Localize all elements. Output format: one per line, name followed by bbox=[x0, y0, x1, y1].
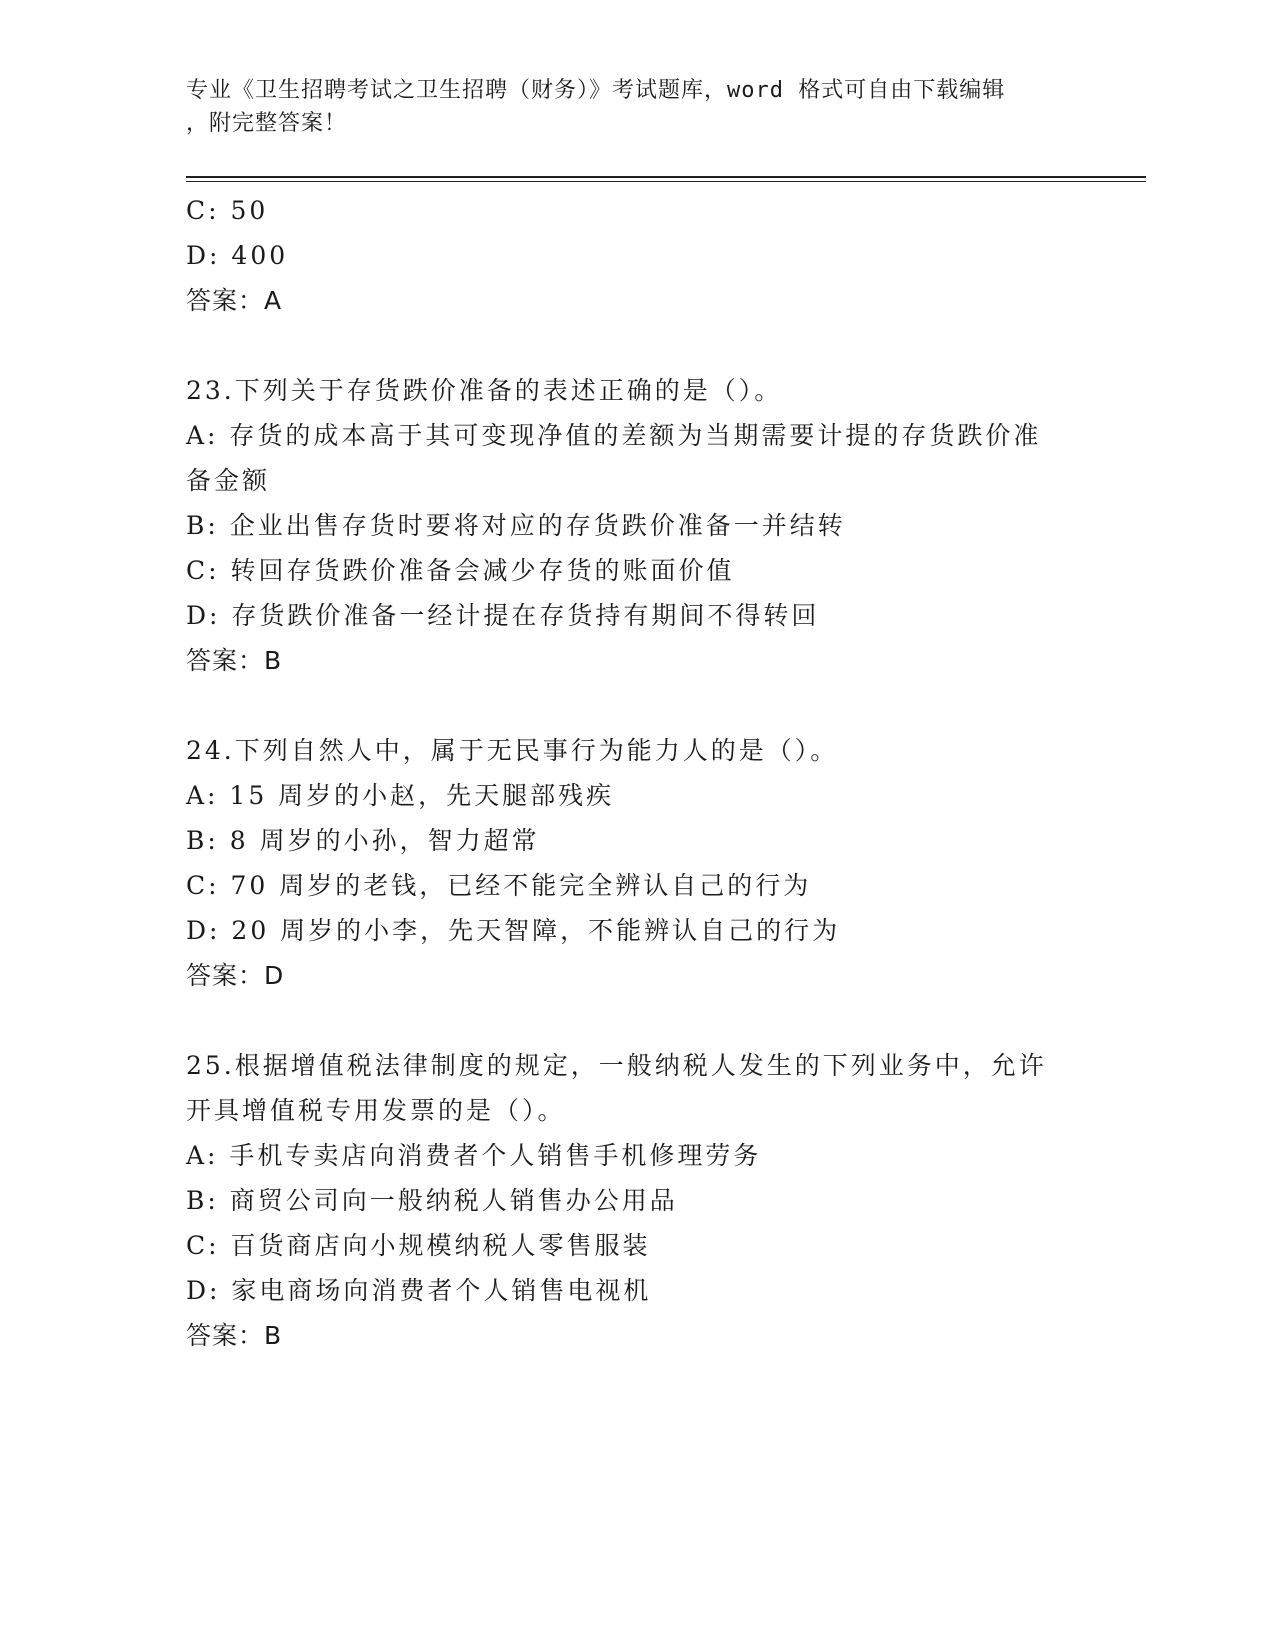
option-b: B: 8 周岁的小孙，智力超常 bbox=[186, 826, 540, 855]
option-c: C: 70 周岁的老钱，已经不能完全辨认自己的行为 bbox=[186, 871, 812, 900]
question-24 bbox=[186, 728, 1086, 998]
option-c: C: 百货商店向小规模纳税人零售服装 bbox=[186, 1231, 651, 1260]
option-c: C: 转回存货跌价准备会减少存货的账面价值 bbox=[186, 556, 735, 585]
answer: 答案：D bbox=[186, 961, 285, 990]
header-rule-thin bbox=[186, 181, 1146, 182]
option-d: D: 400 bbox=[186, 241, 289, 270]
header-line-2: ，附完整答案！ bbox=[186, 111, 348, 136]
option-c: C: 50 bbox=[186, 196, 269, 225]
option-d: D: 20 周岁的小李，先天智障，不能辨认自己的行为 bbox=[186, 916, 841, 945]
option-a: A: 15 周岁的小赵，先天腿部残疾 bbox=[186, 781, 615, 810]
prev-question-tail bbox=[186, 188, 1086, 323]
question-stem: 23.下列关于存货跌价准备的表述正确的是（）。 bbox=[186, 376, 783, 405]
question-25 bbox=[186, 1043, 1086, 1358]
option-d: D: 家电商场向消费者个人销售电视机 bbox=[186, 1276, 652, 1305]
question-list bbox=[186, 188, 1086, 1358]
answer: 答案：B bbox=[186, 1321, 283, 1350]
option-b: B: 商贸公司向一般纳税人销售办公用品 bbox=[186, 1186, 678, 1215]
question-stem: 24.下列自然人中，属于无民事行为能力人的是（）。 bbox=[186, 736, 839, 765]
answer: 答案：B bbox=[186, 646, 283, 675]
answer: 答案：A bbox=[186, 286, 283, 315]
document-header bbox=[186, 74, 1086, 140]
question-stem: 25.根据增值税法律制度的规定，一般纳税人发生的下列业务中，允许开具增值税专用发票的是（）。 bbox=[186, 1051, 1047, 1125]
option-d: D: 存货跌价准备一经计提在存货持有期间不得转回 bbox=[186, 601, 820, 630]
header-rule-thick bbox=[186, 176, 1146, 178]
option-b: B: 企业出售存货时要将对应的存货跌价准备一并结转 bbox=[186, 511, 846, 540]
option-a: A: 存货的成本高于其可变现净值的差额为当期需要计提的存货跌价准备金额 bbox=[186, 421, 1042, 495]
question-23 bbox=[186, 368, 1086, 683]
option-a: A: 手机专卖店向消费者个人销售手机修理劳务 bbox=[186, 1141, 762, 1170]
header-line-1: 专业《卫生招聘考试之卫生招聘（财务）》考试题库，word 格式可自由下载编辑 bbox=[186, 78, 1006, 103]
